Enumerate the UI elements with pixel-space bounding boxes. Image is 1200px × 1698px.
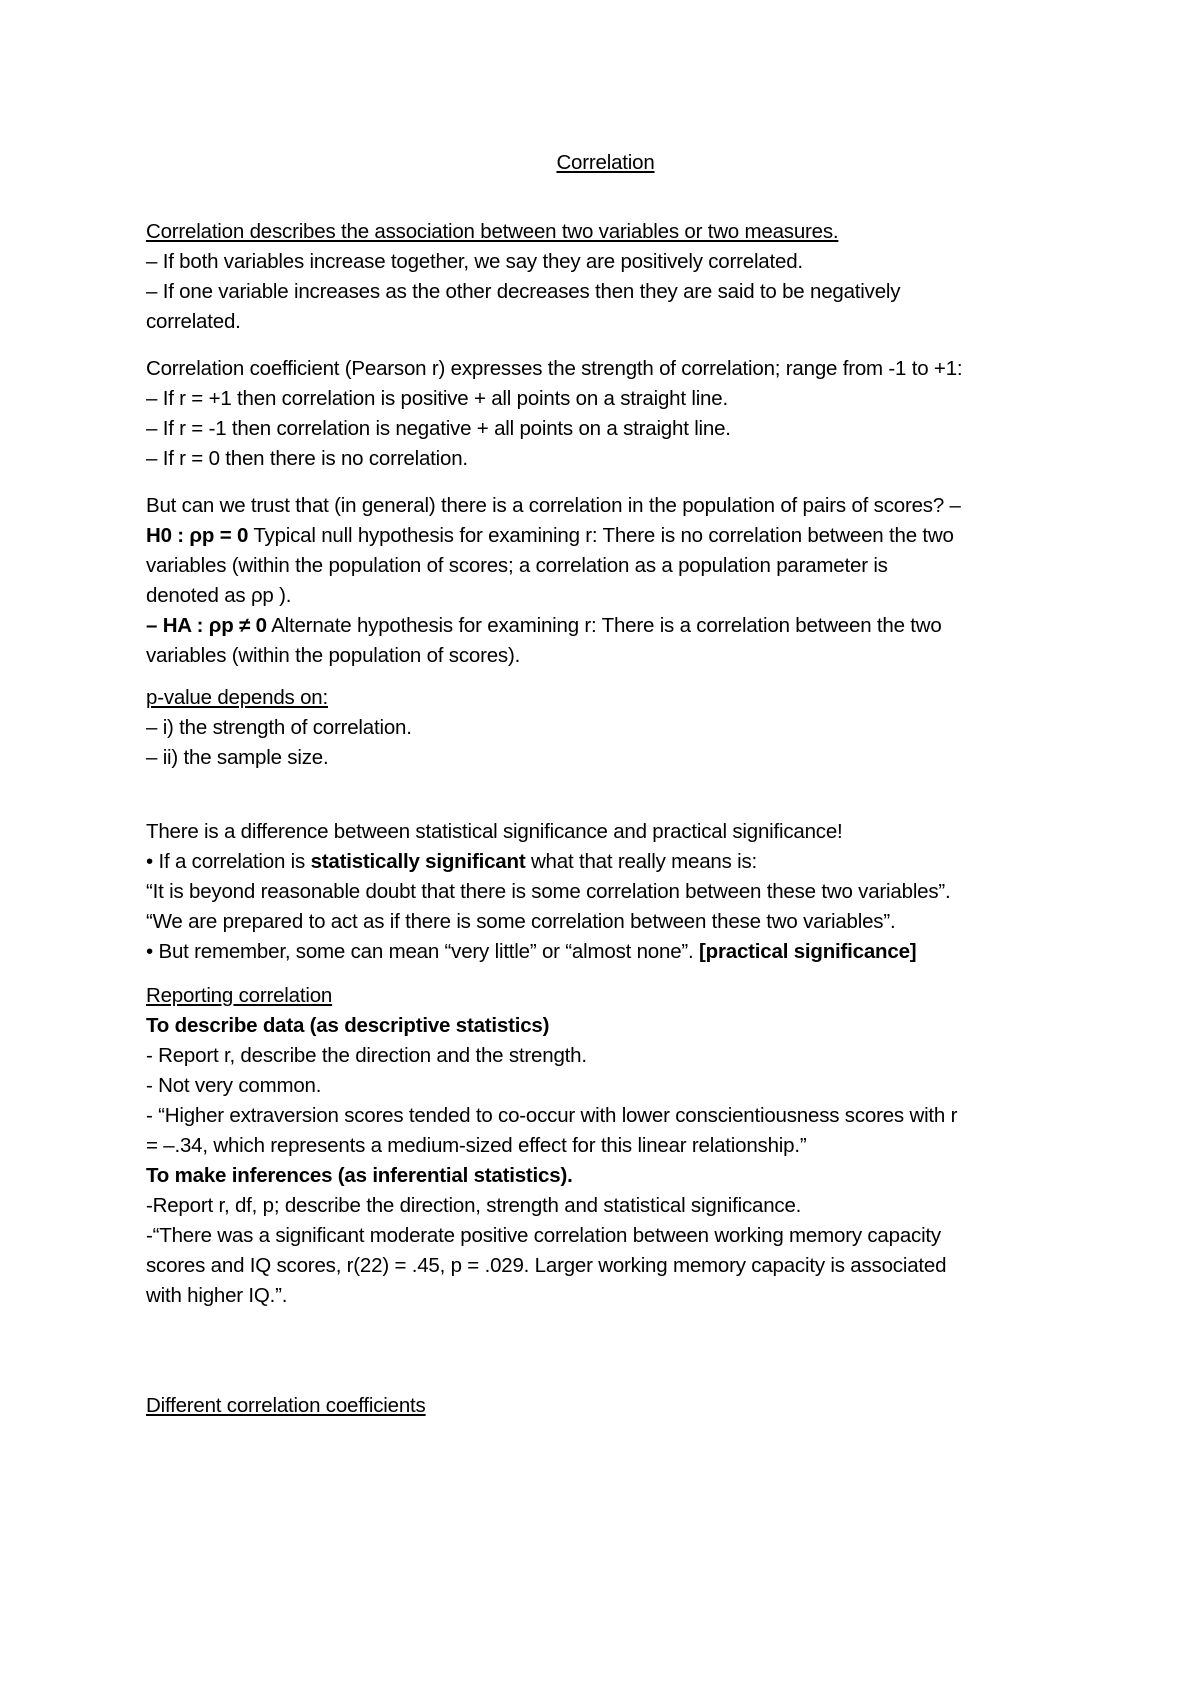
significance-intro: There is a difference between statistical significance and practical significance! bbox=[146, 820, 843, 843]
descriptive-line-3: - “Higher extraversion scores tended to co-occur with lower conscientiousness scores with r bbox=[146, 1104, 958, 1127]
null-hypothesis-text: Typical null hypothesis for examining r: There is no correlation between the two bbox=[248, 524, 954, 547]
pvalue-strength: – i) the strength of correlation. bbox=[146, 716, 412, 739]
null-hypothesis-cont-2: denoted as ρp ). bbox=[146, 584, 292, 607]
pvalue-section bbox=[146, 683, 412, 773]
coefficient-zero: – If r = 0 then there is no correlation. bbox=[146, 447, 468, 470]
inferential-line-2-cont: scores and IQ scores, r(22) = .45, p = .029. Larger working memory capacity is associated bbox=[146, 1254, 947, 1277]
inferential-heading: To make inferences (as inferential statistics). bbox=[146, 1164, 573, 1187]
alt-hypothesis-prefix: – bbox=[146, 614, 163, 637]
alt-hypothesis-label: HA : ρp ≠ 0 bbox=[162, 614, 267, 637]
null-hypothesis-label: H0 : ρp = 0 bbox=[146, 524, 249, 547]
alt-hypothesis-line bbox=[146, 611, 961, 641]
hypothesis-section bbox=[146, 491, 961, 671]
null-hypothesis-line bbox=[146, 521, 961, 551]
descriptive-line-1: - Report r, describe the direction and the strength. bbox=[146, 1044, 587, 1067]
significance-bullet-1 bbox=[146, 847, 951, 877]
intro-line-positive: – If both variables increase together, we say they are positively correlated. bbox=[146, 250, 803, 273]
coefficient-intro: Correlation coefficient (Pearson r) expresses the strength of correlation; range from -1 to +1: bbox=[146, 357, 963, 380]
descriptive-line-2: - Not very common. bbox=[146, 1074, 322, 1097]
inferential-line-2-end: with higher IQ.”. bbox=[146, 1284, 288, 1307]
intro-line-negative-cont: correlated. bbox=[146, 310, 241, 333]
intro-line-negative: – If one variable increases as the other decreases then they are said to be negatively bbox=[146, 280, 901, 303]
significance-bullet-1-post: what that really means is: bbox=[525, 850, 758, 873]
significance-bullet-2-pre: • But remember, some can mean “very little” or “almost none”. bbox=[146, 940, 700, 963]
pvalue-heading: p-value depends on: bbox=[146, 686, 328, 709]
pvalue-sample-size: – ii) the sample size. bbox=[146, 746, 329, 769]
significance-bullet-1-bold: statistically significant bbox=[310, 850, 526, 873]
significance-section bbox=[146, 817, 951, 967]
hypothesis-question: But can we trust that (in general) there is a correlation in the population of pairs of scores? – bbox=[146, 494, 961, 517]
coefficient-minus-one: – If r = -1 then correlation is negative + all points on a straight line. bbox=[146, 417, 731, 440]
different-coefficients-heading: Different correlation coefficients bbox=[146, 1394, 426, 1417]
reporting-heading: Reporting correlation bbox=[146, 984, 333, 1007]
inferential-line-2: -“There was a significant moderate positive correlation between working memory capacity bbox=[146, 1224, 941, 1247]
null-hypothesis-cont-1: variables (within the population of scores; a correlation as a population parameter is bbox=[146, 554, 888, 577]
significance-quote-1: “It is beyond reasonable doubt that there is some correlation between these two variables”. bbox=[146, 880, 951, 903]
descriptive-line-3-cont: = –.34, which represents a medium-sized effect for this linear relationship.” bbox=[146, 1134, 807, 1157]
page-title: Correlation bbox=[556, 151, 655, 174]
significance-quote-2: “We are prepared to act as if there is some correlation between these two variables”. bbox=[146, 910, 896, 933]
coefficient-section bbox=[146, 354, 962, 474]
descriptive-heading: To describe data (as descriptive statistics) bbox=[146, 1014, 550, 1037]
different-coefficients-section bbox=[146, 1391, 426, 1421]
reporting-section bbox=[146, 981, 957, 1311]
significance-bullet-1-pre: • If a correlation is bbox=[146, 850, 311, 873]
significance-bullet-2-bold: [practical significance] bbox=[699, 940, 917, 963]
intro-section bbox=[146, 217, 900, 337]
alt-hypothesis-text: Alternate hypothesis for examining r: There is a correlation between the two bbox=[266, 614, 942, 637]
significance-bullet-2 bbox=[146, 937, 951, 967]
alt-hypothesis-cont: variables (within the population of scores). bbox=[146, 644, 521, 667]
intro-heading: Correlation describes the association between two variables or two measures. bbox=[146, 220, 839, 243]
inferential-line-1: -Report r, df, p; describe the direction, strength and statistical significance. bbox=[146, 1194, 802, 1217]
coefficient-plus-one: – If r = +1 then correlation is positive + all points on a straight line. bbox=[146, 387, 728, 410]
